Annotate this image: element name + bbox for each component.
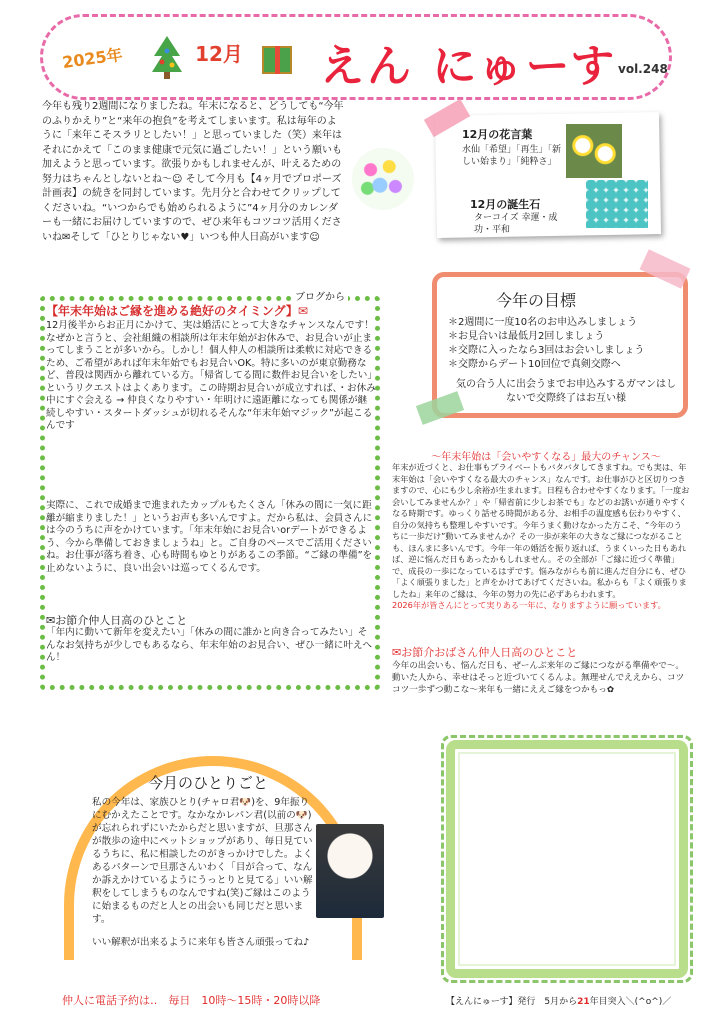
grandma-heading: ✉お節介おばさん仲人日高のひとこと xyxy=(392,646,578,659)
chance-closing: 2026年が皆さんにとって実りある一年に、なりますように願っています。 xyxy=(392,600,666,610)
leaf-frame xyxy=(446,740,688,978)
flower-text: 水仙「希望」「再生」「新しい始まり」「純粋さ」 xyxy=(462,145,562,167)
flower-heading: 12月の花言葉 xyxy=(462,128,533,141)
goals-list xyxy=(448,316,680,372)
chance-body: 年末が近づくと、お仕事もプライベートもバタバタしてきますね。でも実は、年末年始は「会いやすくなる最大のチャンス」なんです。お仕事がひと区切りつきますので、心にも少し余裕が生まれます。日程も合わせやすくなります。「一度お会いしてみませんか？」や「帰省前に少しお茶でも」などのお誘いが通りやすくなる時期です。ゆっくり話せる時間がある分、お相手の温度感も伝わりやすく、自分の気持ちも整理しやすいです。今年うまく動けなかった方こそ、“今年のうちに一歩だけ”動いてみませんか？その一歩が来年の大きなご縁につながることも、ほんまに多いんです。今年一年の婚活を振り返れば、うまくいった日もあれば、逆に悩んだ日もあったかもしれません。その全部が「ご縁に近づく準備」で、成長の一歩になっているはずです。悩みながらも前に進んだ自分にも、ぜひ「よく頑張りました」と声をかけてあげてくださいね。私からも「よく頑張りましたね」来年のご縁は、今年の努力の先に必ずあらわれます。 xyxy=(392,462,690,599)
blog-subheading: ✉お節介仲人日高のひとこと xyxy=(46,614,188,627)
year-label: 2025年 xyxy=(61,44,124,73)
stone-text: ターコイズ 幸運・成功・平和 xyxy=(474,213,558,235)
blog-source-label: ブログから xyxy=(292,288,348,303)
goal-item: ＊2週間に一度10名のお申込みしましょう xyxy=(448,317,638,328)
chance-heading: ～年末年始は「会いやすくなる」最大のチャンス～ xyxy=(431,452,661,463)
volume-number: vol.248 xyxy=(618,62,668,76)
turquoise-image xyxy=(586,180,648,228)
blog-paragraph: 12月後半からお正月にかけて、実は婚活にとって大きなチャンスなんです！なぜかと言うと、会社組織の相談所は年末年始がお休みで、お見合いが止まってしまうことが多いから。しかし！個人仲人の相談所は柔軟に対応できるため、ご希望があれば年末年始でもお見合いOK。特に多いのが東京勤務など、普段は関西から離れている方。「帰省してる間に数件お見合いをしたい」というリクエストはよくあります。この時期お見合いが成立すれば、・お休み中にすぐ会える → 仲良くなりやすい・年明けに遠距離になっても関係が継続しやすい・スタートダッシュが切れるそんな“年末年始マジック”が起こるんです xyxy=(46,320,376,431)
month-label: 12月 xyxy=(195,42,243,66)
dog-photo xyxy=(316,824,384,918)
blog-heading: 【年末年始はご縁を進める絶好のタイミング】✉ xyxy=(46,304,308,318)
goal-item: ＊お見合いは最低月2回しましょう xyxy=(448,331,605,342)
soliloquy-ending: いい解釈が出来るように来年も皆さん頑張ってね♪ xyxy=(92,937,310,948)
years-number: 21 xyxy=(577,997,590,1007)
publisher-text xyxy=(446,994,671,1007)
newsletter-title: えん にゅーす xyxy=(320,41,618,92)
intro-text: 今年も残り2週間になりましたね。年末になると、どうしても“今年のふりかえり”と“来年の抱負”を考えてしまいます。私は毎年のように「来年こそスラリとしたい！」と思っていました（笑）来年はそれにかえて「このまま健康で元気に過ごしたい！」という願いも加えようと思っています。欲張りかもしれませんが、叶えるための努力はちゃんとしないとね～☺ そして今月も【4ヶ月でプロポーズ計画表】の続きを同封しています。先月分と合わせてクリップしてくださいね。“いつからでも始められるように”4ヶ月分のカレンダーも一緒にお届けしていますので、ぜひ来年もコツコツ活用くださいね✉そして「ひとりじゃない♥」いつも仲人日高がいます☺ xyxy=(42,101,344,243)
soliloquy-heading: 今月のひとりごと xyxy=(148,774,269,792)
grandma-text: 今年の出会いも、悩んだ日も、ぜーんぶ来年のご縁につながる準備やで～。動いた人から、幸せはそっと近づいてくるんよ。無理せんでええから、コツコツ一歩ずつ動こな～来年も一緒にええご縁をつかもっ✿ xyxy=(392,661,685,695)
soliloquy-text: 私の今年は、家族ひとり(チャロ君🐶)を、9年振りにむかえたことです。なかなかレパン君(以前の🐶)が忘れられずにいたからだと思いますが、旦那さんが散歩の途中にペットショップがあり、毎日見ているうちに、私に相談したのがきっかけでした。よくあるパターンで旦那さんいわく「目が合って、なんか訴えかけているようにうっとりと見てる」いい解釈をしてしまうものなんですね(笑)ご縁はこのように始まるものだと人との出会いも同じだと思います。 xyxy=(92,797,313,925)
blog-paragraph: 「年内に動いて新年を変えたい」「休みの間に誰かと向き合ってみたい」そんなお気持ちが少しでもあるなら、年末年始のお見合い、ぜひ一緒に叶えへん！ xyxy=(46,627,372,663)
goals-note: 気の合う人に出会うまでお申込みするガマンはしないで交際終了はお互い様 xyxy=(456,379,676,404)
christmas-tree-icon xyxy=(150,34,184,80)
goals-heading: 今年の目標 xyxy=(496,291,577,310)
narcissus-image xyxy=(566,124,622,178)
goal-item: ＊交際からデート10回位で真剣交際へ xyxy=(448,359,621,370)
gift-icon xyxy=(262,46,292,74)
goal-item: ＊交際に入ったなら3回はお会いしましょう xyxy=(448,345,645,356)
phone-reservation-text: 仲人に電話予約は‥ 毎日 10時～15時・20時以降 xyxy=(62,994,321,1007)
stone-heading: 12月の誕生石 xyxy=(470,198,541,211)
publisher-suffix: 年目突入＼(^o^)／ xyxy=(589,997,672,1007)
chance-text xyxy=(392,462,690,612)
publisher-label: 【えんにゅーす】発行 5月から xyxy=(446,997,578,1007)
bouquet-icon xyxy=(352,148,414,210)
blog-paragraph: 実際に、これで成婚まで進まれたカップルもたくさん「休みの間に一気に距離が縮まりました！」というお声も多いんですよ。だから私は、会員さんには今のうちに声をかけています。「年末年始にお見合いorデートができるよう、今から準備しておきましょうね」と。ご自身のペースでご活用くださいね。お仕事が落ち着き、心も時間もゆとりがあるこの季節。“ご縁の準備”を止めないように、良い出会いは巡ってくるんです。 xyxy=(46,500,373,574)
